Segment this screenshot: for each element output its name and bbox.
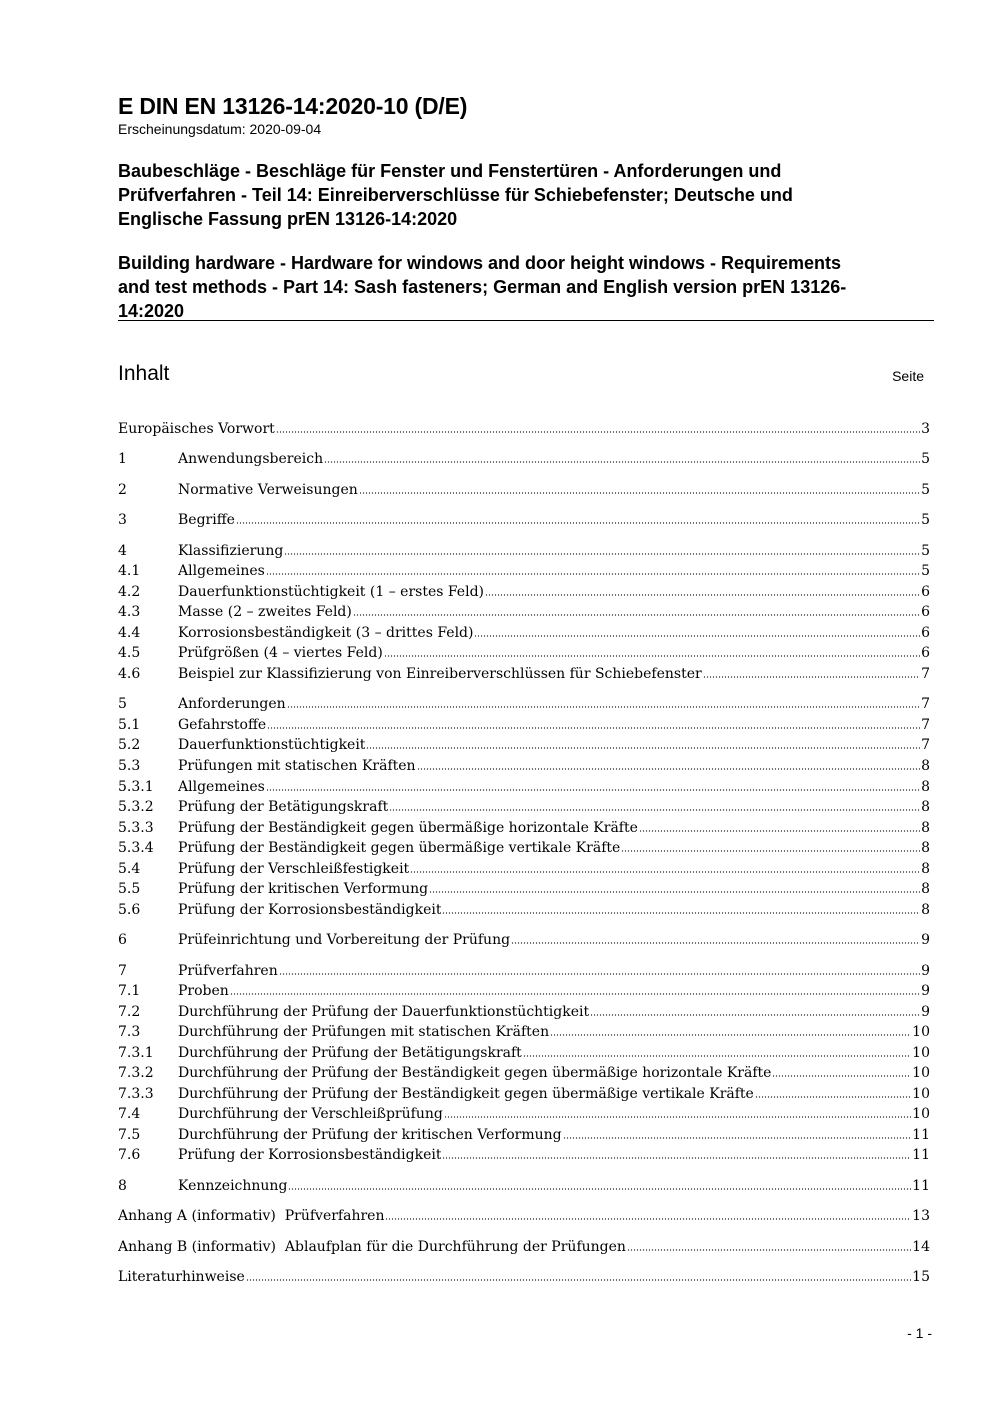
toc-entry[interactable]	[118, 1144, 930, 1164]
toc-entry-leader	[236, 521, 920, 525]
toc-entry[interactable]	[118, 1266, 930, 1286]
toc-entry-number: 4.6	[118, 666, 141, 682]
toc-entry-title: Normative Verweisungen	[178, 482, 358, 498]
toc-heading: Inhalt	[118, 362, 170, 385]
toc-entry-number: 5.5	[118, 881, 141, 897]
toc-entry[interactable]	[118, 899, 930, 919]
toc-entry-leader	[324, 460, 920, 464]
toc-entry-page: 8	[921, 820, 930, 836]
toc-entry[interactable]	[118, 1124, 930, 1144]
toc-entry-number: 7.4	[118, 1106, 141, 1122]
toc-entry-page: 8	[921, 861, 930, 877]
toc-entry[interactable]	[118, 858, 930, 878]
toc-entry-page: 9	[921, 932, 930, 948]
toc-entry-number: 5.3.1	[118, 779, 154, 795]
toc-entry-leader	[410, 870, 920, 874]
toc-entry-number: 5.3.2	[118, 799, 154, 815]
toc-entry-title: Durchführung der Prüfung der Dauerfunktionstüchtigkeit	[178, 1004, 590, 1020]
toc-entry-page: 8	[921, 840, 930, 856]
toc-entry[interactable]	[118, 1083, 930, 1103]
toc-entry-page: 11	[912, 1178, 930, 1194]
toc-entry-page: 6	[921, 645, 930, 661]
toc-entry-title: Prüfungen mit statischen Kräften	[178, 758, 416, 774]
toc-entry-leader	[511, 941, 920, 945]
toc-entry-page: 7	[921, 696, 930, 712]
toc-entry-number: 8	[118, 1178, 127, 1194]
toc-entry-page: 6	[921, 604, 930, 620]
toc-entry[interactable]	[118, 714, 930, 734]
toc-entry-number: 5	[118, 696, 127, 712]
toc-entry[interactable]	[118, 1001, 930, 1021]
toc-entry-number: 5.6	[118, 902, 141, 918]
publication-date: Erscheinungsdatum: 2020-09-04	[118, 121, 322, 137]
toc-entry-leader	[429, 890, 920, 894]
toc-entry-title: Masse (2 – zweites Feld)	[178, 604, 352, 620]
toc-entry-title: Gefahrstoffe	[178, 717, 267, 733]
toc-entry-page: 10	[912, 1045, 930, 1061]
toc-entry-page: 8	[921, 779, 930, 795]
title-english-line: 14:2020	[118, 301, 185, 321]
toc-entry-title: Durchführung der Prüfung der Beständigkeit gegen übermäßige horizontale Kräfte	[178, 1065, 772, 1081]
toc-entry-number: 5.1	[118, 717, 141, 733]
title-divider	[118, 320, 934, 321]
document-id: E DIN EN 13126-14:2020-10 (D/E)	[118, 93, 468, 119]
toc-entry-title: Prüfung der Korrosionsbeständigkeit	[178, 902, 442, 918]
toc-entry-page: 10	[912, 1086, 930, 1102]
toc-entry-page: 9	[921, 963, 930, 979]
toc-entry-title: Prüfung der Beständigkeit gegen übermäßige vertikale Kräfte	[178, 840, 621, 856]
toc-entry-page: 10	[912, 1065, 930, 1081]
toc-entry-number: 7.2	[118, 1004, 141, 1020]
toc-entry-page: 6	[921, 625, 930, 641]
toc-entry-leader	[550, 1033, 911, 1037]
toc-entry-title: Beispiel zur Klassifizierung von Einreiberverschlüssen für Schiebefenster	[178, 666, 702, 682]
toc-entry-leader	[417, 767, 921, 771]
toc-entry-leader	[772, 1074, 911, 1078]
toc-entry-title: Europäisches Vorwort	[118, 421, 275, 437]
title-german-line: Prüfverfahren - Teil 14: Einreiberverschlüsse für Schiebefenster; Deutsche und	[118, 185, 793, 205]
title-english-line: Building hardware - Hardware for windows and door height windows - Requirements	[118, 253, 842, 273]
page-number: - 1 -	[907, 1325, 932, 1341]
toc-entry-page: 15	[912, 1269, 930, 1285]
toc-entry-title: Literaturhinweise	[118, 1269, 245, 1285]
toc-entry-leader	[474, 634, 920, 638]
toc-entry-title: Prüfgrößen (4 – viertes Feld)	[178, 645, 383, 661]
toc-entry[interactable]	[118, 418, 930, 438]
toc-entry-leader	[359, 491, 920, 495]
toc-entry-leader	[621, 849, 920, 853]
toc-page-label: Seite	[892, 368, 924, 384]
toc-entry-number: 4.5	[118, 645, 141, 661]
toc-entry-leader	[267, 726, 920, 730]
toc-entry-page: 8	[921, 799, 930, 815]
toc-entry[interactable]	[118, 642, 930, 662]
toc-entry-title: Proben	[178, 983, 229, 999]
toc-entry-leader	[288, 1187, 911, 1191]
toc-entry-page: 11	[912, 1147, 930, 1163]
toc-entry-page: 9	[921, 983, 930, 999]
toc-entry[interactable]	[118, 1103, 930, 1123]
toc-entry-title: Anwendungsbereich	[178, 451, 324, 467]
toc-entry[interactable]	[118, 1205, 930, 1225]
toc-entry-leader	[703, 675, 920, 679]
toc-entry[interactable]	[118, 837, 930, 857]
toc-entry-title: Korrosionsbeständigkeit (3 – drittes Feld)	[178, 625, 474, 641]
toc-entry[interactable]	[118, 980, 930, 1000]
toc-entry-leader	[485, 593, 920, 597]
toc-entry-title: Durchführung der Prüfungen mit statischen Kräften	[178, 1024, 550, 1040]
toc-entry-leader	[639, 829, 920, 833]
toc-entry-number: 7.3.2	[118, 1065, 154, 1081]
toc-entry[interactable]	[118, 1175, 930, 1195]
toc-entry-page: 13	[912, 1208, 930, 1224]
toc-entry-title: Anhang B (informativ) Ablaufplan für die Durchführung der Prüfungen	[118, 1239, 626, 1255]
toc-entry-number: 7.3.1	[118, 1045, 154, 1061]
toc-entry-leader	[230, 992, 920, 996]
title-english-line: and test methods - Part 14: Sash fasteners; German and English version prEN 13126-	[118, 277, 847, 297]
toc-entry-page: 8	[921, 881, 930, 897]
toc-entry[interactable]	[118, 755, 930, 775]
toc-entry[interactable]	[118, 734, 930, 754]
toc-entry-number: 7.5	[118, 1127, 141, 1143]
toc-entry-page: 14	[912, 1239, 930, 1255]
toc-entry-number: 1	[118, 451, 127, 467]
toc-entry-number: 7.1	[118, 983, 141, 999]
toc-entry-page: 11	[912, 1127, 930, 1143]
toc-entry-page: 7	[921, 666, 930, 682]
toc-entry-title: Prüfung der Beständigkeit gegen übermäßige horizontale Kräfte	[178, 820, 638, 836]
toc-entry-number: 5.3.3	[118, 820, 154, 836]
toc-entry[interactable]	[118, 509, 930, 529]
toc-entry-title: Anforderungen	[178, 696, 286, 712]
toc-entry-title: Dauerfunktionstüchtigkeit	[178, 737, 366, 753]
toc-entry-title: Prüfung der Verschleißfestigkeit	[178, 861, 410, 877]
toc-entry-leader	[389, 808, 920, 812]
toc-entry-title: Anhang A (informativ) Prüfverfahren	[118, 1208, 385, 1224]
toc-entry-page: 5	[921, 543, 930, 559]
toc-entry-number: 6	[118, 932, 127, 948]
toc-entry-page: 5	[921, 482, 930, 498]
toc-entry-number: 7.3.3	[118, 1086, 154, 1102]
toc-entry-page: 5	[921, 451, 930, 467]
toc-entry-number: 7.3	[118, 1024, 141, 1040]
toc-entry-title: Prüfverfahren	[178, 963, 278, 979]
toc-entry-title: Prüfung der Korrosionsbeständigkeit	[178, 1147, 442, 1163]
toc-entry-leader	[590, 1013, 920, 1017]
toc-entry[interactable]	[118, 1236, 930, 1256]
toc-entry-leader	[442, 911, 920, 915]
toc-entry[interactable]	[118, 540, 930, 560]
toc-entry-title: Durchführung der Prüfung der Beständigkeit gegen übermäßige vertikale Kräfte	[178, 1086, 754, 1102]
toc-entry[interactable]	[118, 776, 930, 796]
toc-entry[interactable]	[118, 817, 930, 837]
toc-entry-number: 7.6	[118, 1147, 141, 1163]
toc-entry-title: Klassifizierung	[178, 543, 284, 559]
toc-entry-leader	[287, 705, 920, 709]
toc-entry[interactable]	[118, 663, 930, 683]
toc-entry[interactable]	[118, 1021, 930, 1041]
toc-entry-leader	[627, 1248, 911, 1252]
title-german-line: Baubeschläge - Beschläge für Fenster und Fenstertüren - Anforderungen und	[118, 161, 782, 181]
toc-entry[interactable]	[118, 581, 930, 601]
title-english	[118, 251, 938, 323]
toc-entry-leader	[523, 1054, 911, 1058]
toc-entry-leader	[276, 430, 920, 434]
toc-entry-number: 4.1	[118, 563, 141, 579]
toc-entry-leader	[266, 788, 920, 792]
toc-entry-leader	[353, 613, 920, 617]
toc-entry[interactable]	[118, 796, 930, 816]
toc-entry[interactable]	[118, 1062, 930, 1082]
toc-entry[interactable]	[118, 622, 930, 642]
title-german	[118, 159, 938, 231]
toc-entry-number: 4	[118, 543, 127, 559]
toc-entry[interactable]	[118, 601, 930, 621]
toc-entry-number: 2	[118, 482, 127, 498]
toc-entry-page: 10	[912, 1106, 930, 1122]
toc-entry-title: Allgemeines	[178, 563, 265, 579]
toc-entry-page: 10	[912, 1024, 930, 1040]
toc-entry-title: Dauerfunktionstüchtigkeit (1 – erstes Feld)	[178, 584, 484, 600]
toc-entry-number: 5.2	[118, 737, 141, 753]
toc-entry-page: 5	[921, 563, 930, 579]
toc-entry-title: Kennzeichnung	[178, 1178, 288, 1194]
toc-entry-leader	[366, 746, 920, 750]
toc-entry-page: 9	[921, 1004, 930, 1020]
toc-entry-leader	[563, 1136, 912, 1140]
toc-entry[interactable]	[118, 560, 930, 580]
toc-entry-page: 8	[921, 902, 930, 918]
toc-entry[interactable]	[118, 1042, 930, 1062]
toc-entry-number: 4.3	[118, 604, 141, 620]
toc-entry-page: 5	[921, 512, 930, 528]
toc-entry[interactable]	[118, 929, 930, 949]
toc-entry-number: 5.3	[118, 758, 141, 774]
toc-entry-title: Begriffe	[178, 512, 235, 528]
toc-entry-number: 4.2	[118, 584, 141, 600]
toc-entry-leader	[246, 1278, 911, 1282]
toc-entry-leader	[266, 572, 920, 576]
toc-entry-leader	[442, 1156, 911, 1160]
toc-entry-page: 6	[921, 584, 930, 600]
toc-entry-leader	[755, 1095, 911, 1099]
toc-entry[interactable]	[118, 960, 930, 980]
toc-entry-leader	[384, 654, 920, 658]
toc-entry-title: Durchführung der Prüfung der Betätigungskraft	[178, 1045, 522, 1061]
toc-entry-number: 3	[118, 512, 127, 528]
toc-entry-title: Prüfung der kritischen Verformung	[178, 881, 429, 897]
toc-entry-page: 8	[921, 758, 930, 774]
toc-entry-title: Durchführung der Prüfung der kritischen Verformung	[178, 1127, 562, 1143]
toc-entry-leader	[444, 1115, 911, 1119]
toc-entry-title: Allgemeines	[178, 779, 265, 795]
toc-entry-title: Durchführung der Verschleißprüfung	[178, 1106, 443, 1122]
toc-entry-number: 7	[118, 963, 127, 979]
toc-entry[interactable]	[118, 693, 930, 713]
toc-entry-leader	[279, 972, 920, 976]
title-german-line: Englische Fassung prEN 13126-14:2020	[118, 209, 458, 229]
toc-entry-number: 4.4	[118, 625, 141, 641]
toc-entry-title: Prüfeinrichtung und Vorbereitung der Prüfung	[178, 932, 511, 948]
toc-entry-page: 7	[921, 737, 930, 753]
toc-entry-page: 3	[921, 421, 930, 437]
toc-entry[interactable]	[118, 878, 930, 898]
toc-entry-title: Prüfung der Betätigungskraft	[178, 799, 389, 815]
toc-entry-leader	[284, 552, 920, 556]
toc-entry[interactable]	[118, 448, 930, 468]
toc-entry-number: 5.3.4	[118, 840, 154, 856]
toc-entry-leader	[385, 1217, 911, 1221]
toc-entry[interactable]	[118, 479, 930, 499]
toc-entry-page: 7	[921, 717, 930, 733]
toc-entry-number: 5.4	[118, 861, 141, 877]
